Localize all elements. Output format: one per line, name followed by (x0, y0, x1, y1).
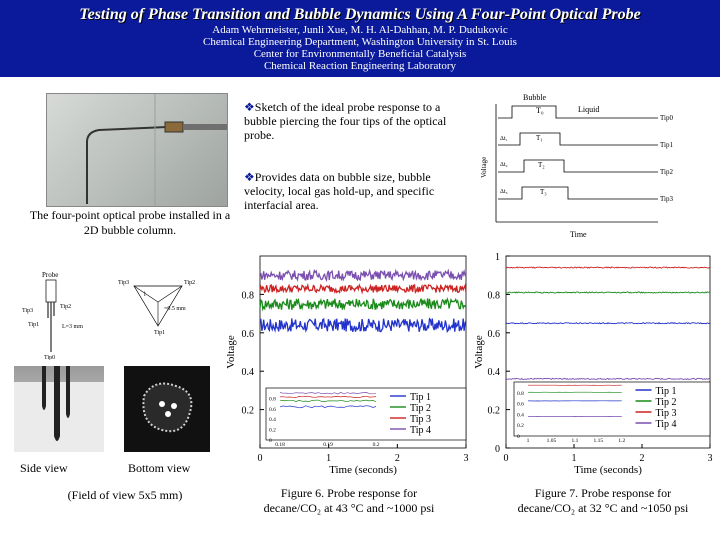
y-tick-label: 0 (495, 444, 500, 455)
y-tick-label: 0.4 (487, 367, 500, 379)
inset-x-tick-label: 1 (526, 438, 530, 444)
bullet-1-text: Sketch of the ideal probe response to a bubble piercing the four tips of the optical probe. (244, 100, 447, 142)
x-tick-label: 2 (394, 453, 400, 464)
sketch-tip3: Tip3 (660, 195, 673, 203)
sketch-time-label: Time (570, 230, 587, 239)
y-tick-label: 1 (495, 252, 500, 263)
y-tick-label: 0.8 (487, 290, 500, 302)
side-view-wire-1 (42, 366, 46, 410)
schem-probe-label: Probe (42, 271, 59, 279)
inset-frame (514, 382, 710, 436)
y-axis-label: Voltage (225, 335, 237, 369)
bullet-2 (244, 170, 454, 212)
schem-length: L=3 mm (62, 324, 83, 330)
legend-label: Tip 4 (655, 419, 677, 430)
sketch-pulse-tip2 (498, 160, 658, 172)
inset-y-tick-label: 0 (269, 438, 272, 444)
sketch-bubble-label: Bubble (523, 93, 547, 102)
inset-y-tick-label: 0.8 (269, 396, 276, 403)
x-tick-label: 1 (571, 453, 577, 464)
inset-y-tick-label: 0 (517, 434, 520, 440)
bullet-diamond-icon: ❖ (244, 100, 255, 114)
center-1: Center for Environmentally Beneficial Catalysis (253, 48, 467, 60)
x-axis-label: Time (seconds) (574, 464, 642, 476)
figure-7-chart (470, 250, 720, 486)
legend-label: Tip 1 (410, 392, 432, 403)
legend-label: Tip 4 (410, 425, 432, 436)
legend-label: Tip 2 (655, 397, 677, 408)
y-tick-label: 0.4 (241, 367, 254, 379)
bullet-1 (244, 100, 454, 142)
header-banner (0, 0, 720, 77)
inset-y-tick-label: 0.6 (517, 401, 524, 408)
side-view-label: Side view (20, 461, 68, 475)
inset-y-tick-label: 0.4 (517, 412, 524, 419)
inset-y-tick-label: 0.6 (269, 406, 276, 413)
x-tick-label: 3 (707, 453, 713, 464)
x-tick-label: 0 (503, 453, 509, 464)
side-view-wire-2 (54, 366, 60, 441)
inset-x-tick-label: 0.18 (275, 442, 285, 448)
sketch-tip2: Tip2 (660, 168, 673, 176)
y-axis-label: Voltage (473, 335, 485, 369)
figure-7-caption (490, 486, 716, 516)
department: Chemical Engineering Department, Washington University in St. Louis (203, 36, 517, 48)
sketch-voltage-label: Voltage (480, 156, 488, 178)
sketch-tip0: Tip0 (660, 114, 673, 122)
schem-line-b (158, 286, 182, 302)
legend-label: Tip 2 (410, 403, 432, 414)
legend-label: Tip 3 (410, 414, 432, 425)
sketch-dt1: Δt₁ (500, 136, 508, 142)
figure-6-caption-line1: Figure 6. Probe response for (280, 486, 418, 500)
authors: Adam Wehrmeister, Junli Xue, M. H. Al-Dahhan, M. P. Dudukovic (212, 24, 508, 36)
schem-tip0-side: Tip0 (44, 355, 56, 360)
side-view-wire-3 (66, 366, 70, 418)
inset-x-tick-label: 1.1 (571, 438, 579, 444)
schem-probe-body (46, 280, 56, 302)
x-tick-label: 1 (326, 453, 332, 464)
schem-tip3-side: Tip3 (22, 308, 34, 314)
inset-y-tick-label: 0.4 (269, 417, 276, 424)
y-tick-label: 0.6 (241, 328, 254, 340)
inset-x-tick-label: 1.15 (593, 438, 604, 444)
legend-label: Tip 1 (655, 386, 677, 397)
schem-tip2-side: Tip2 (60, 304, 72, 310)
figure-7-caption-line2: decane/CO₂ at 32 °C and ~1050 psi (517, 501, 689, 515)
schem-tip1-top: Tip1 (154, 330, 166, 336)
schem-tip1-side: Tip1 (28, 322, 40, 328)
bottom-view-tip-b (171, 403, 177, 409)
x-tick-label: 0 (257, 453, 263, 464)
inset-y-tick-label: 0.2 (517, 423, 524, 430)
bottom-view-photo (124, 366, 210, 452)
inset-x-tick-label: 1.05 (546, 438, 557, 444)
figure-6-chart (220, 250, 472, 486)
probe-photo (46, 93, 228, 207)
probe-schematic (4, 268, 224, 360)
probe-photo-drawing (47, 94, 227, 206)
sketch-liquid-label: Liquid (578, 105, 600, 114)
schem-l-label: l (144, 292, 146, 298)
sketch-t0-label: T₀ (536, 106, 544, 115)
ideal-response-sketch (478, 90, 718, 240)
y-tick-label: 0.2 (487, 405, 500, 417)
sketch-t2: T₂ (538, 161, 545, 169)
inset-y-tick-label: 0.2 (269, 427, 276, 434)
inset-x-tick-label: 0.2 (372, 442, 380, 448)
poster-title: Testing of Phase Transition and Bubble Dynamics Using A Four-Point Optical Probe (79, 6, 641, 23)
y-tick-label: 0.6 (487, 328, 500, 340)
bottom-view-bubble (143, 384, 191, 432)
x-tick-label: 2 (639, 453, 645, 464)
inset-y-tick-label: 0.8 (517, 390, 524, 397)
sketch-pulse-tip3 (498, 187, 658, 199)
inset-frame (266, 388, 466, 440)
sketch-t3: T₃ (540, 188, 547, 196)
side-view-photo (14, 366, 104, 452)
schem-tip3-top: Tip3 (118, 280, 130, 286)
bottom-view-tip-c (165, 411, 171, 417)
inset-x-tick-label: 0.19 (323, 442, 333, 448)
bullet-diamond-icon: ❖ (244, 170, 255, 184)
sketch-tip1: Tip1 (660, 141, 673, 149)
y-tick-label: 0.2 (241, 405, 254, 417)
figure-7-caption-line1: Figure 7. Probe response for (534, 486, 672, 500)
field-of-view-label: (Field of view 5x5 mm) (67, 488, 183, 502)
sketch-dt2: Δt₂ (500, 162, 508, 168)
bullet-2-text: Provides data on bubble size, bubble velocity, local gas hold-up, and specific interfacial area. (244, 170, 435, 212)
figure-6-caption-line2: decane/CO₂ at 43 °C and ~1000 psi (263, 501, 435, 515)
photo-caption: The four-point optical probe installed in a 2D bubble column. (29, 208, 231, 237)
schem-spacing: =0.5 mm (164, 306, 186, 312)
x-tick-label: 3 (463, 453, 469, 464)
sketch-pulse-tip1 (498, 133, 658, 145)
bottom-view-label: Bottom view (128, 461, 191, 475)
schem-tip2-top: Tip2 (184, 280, 196, 286)
inset-x-tick-label: 1.2 (618, 438, 626, 444)
sketch-dt3: Δt₃ (500, 189, 508, 195)
x-axis-label: Time (seconds) (329, 464, 397, 476)
sketch-t1: T₁ (536, 134, 543, 142)
center-2: Chemical Reaction Engineering Laboratory (263, 60, 457, 72)
y-tick-label: 0.8 (241, 290, 254, 302)
legend-label: Tip 3 (655, 408, 677, 419)
figure-6-caption (238, 486, 460, 516)
bottom-view-tip-a (159, 401, 165, 407)
bottom-view-drawing (124, 366, 210, 452)
schem-line-a (134, 286, 158, 302)
side-view-drawing (14, 366, 104, 452)
